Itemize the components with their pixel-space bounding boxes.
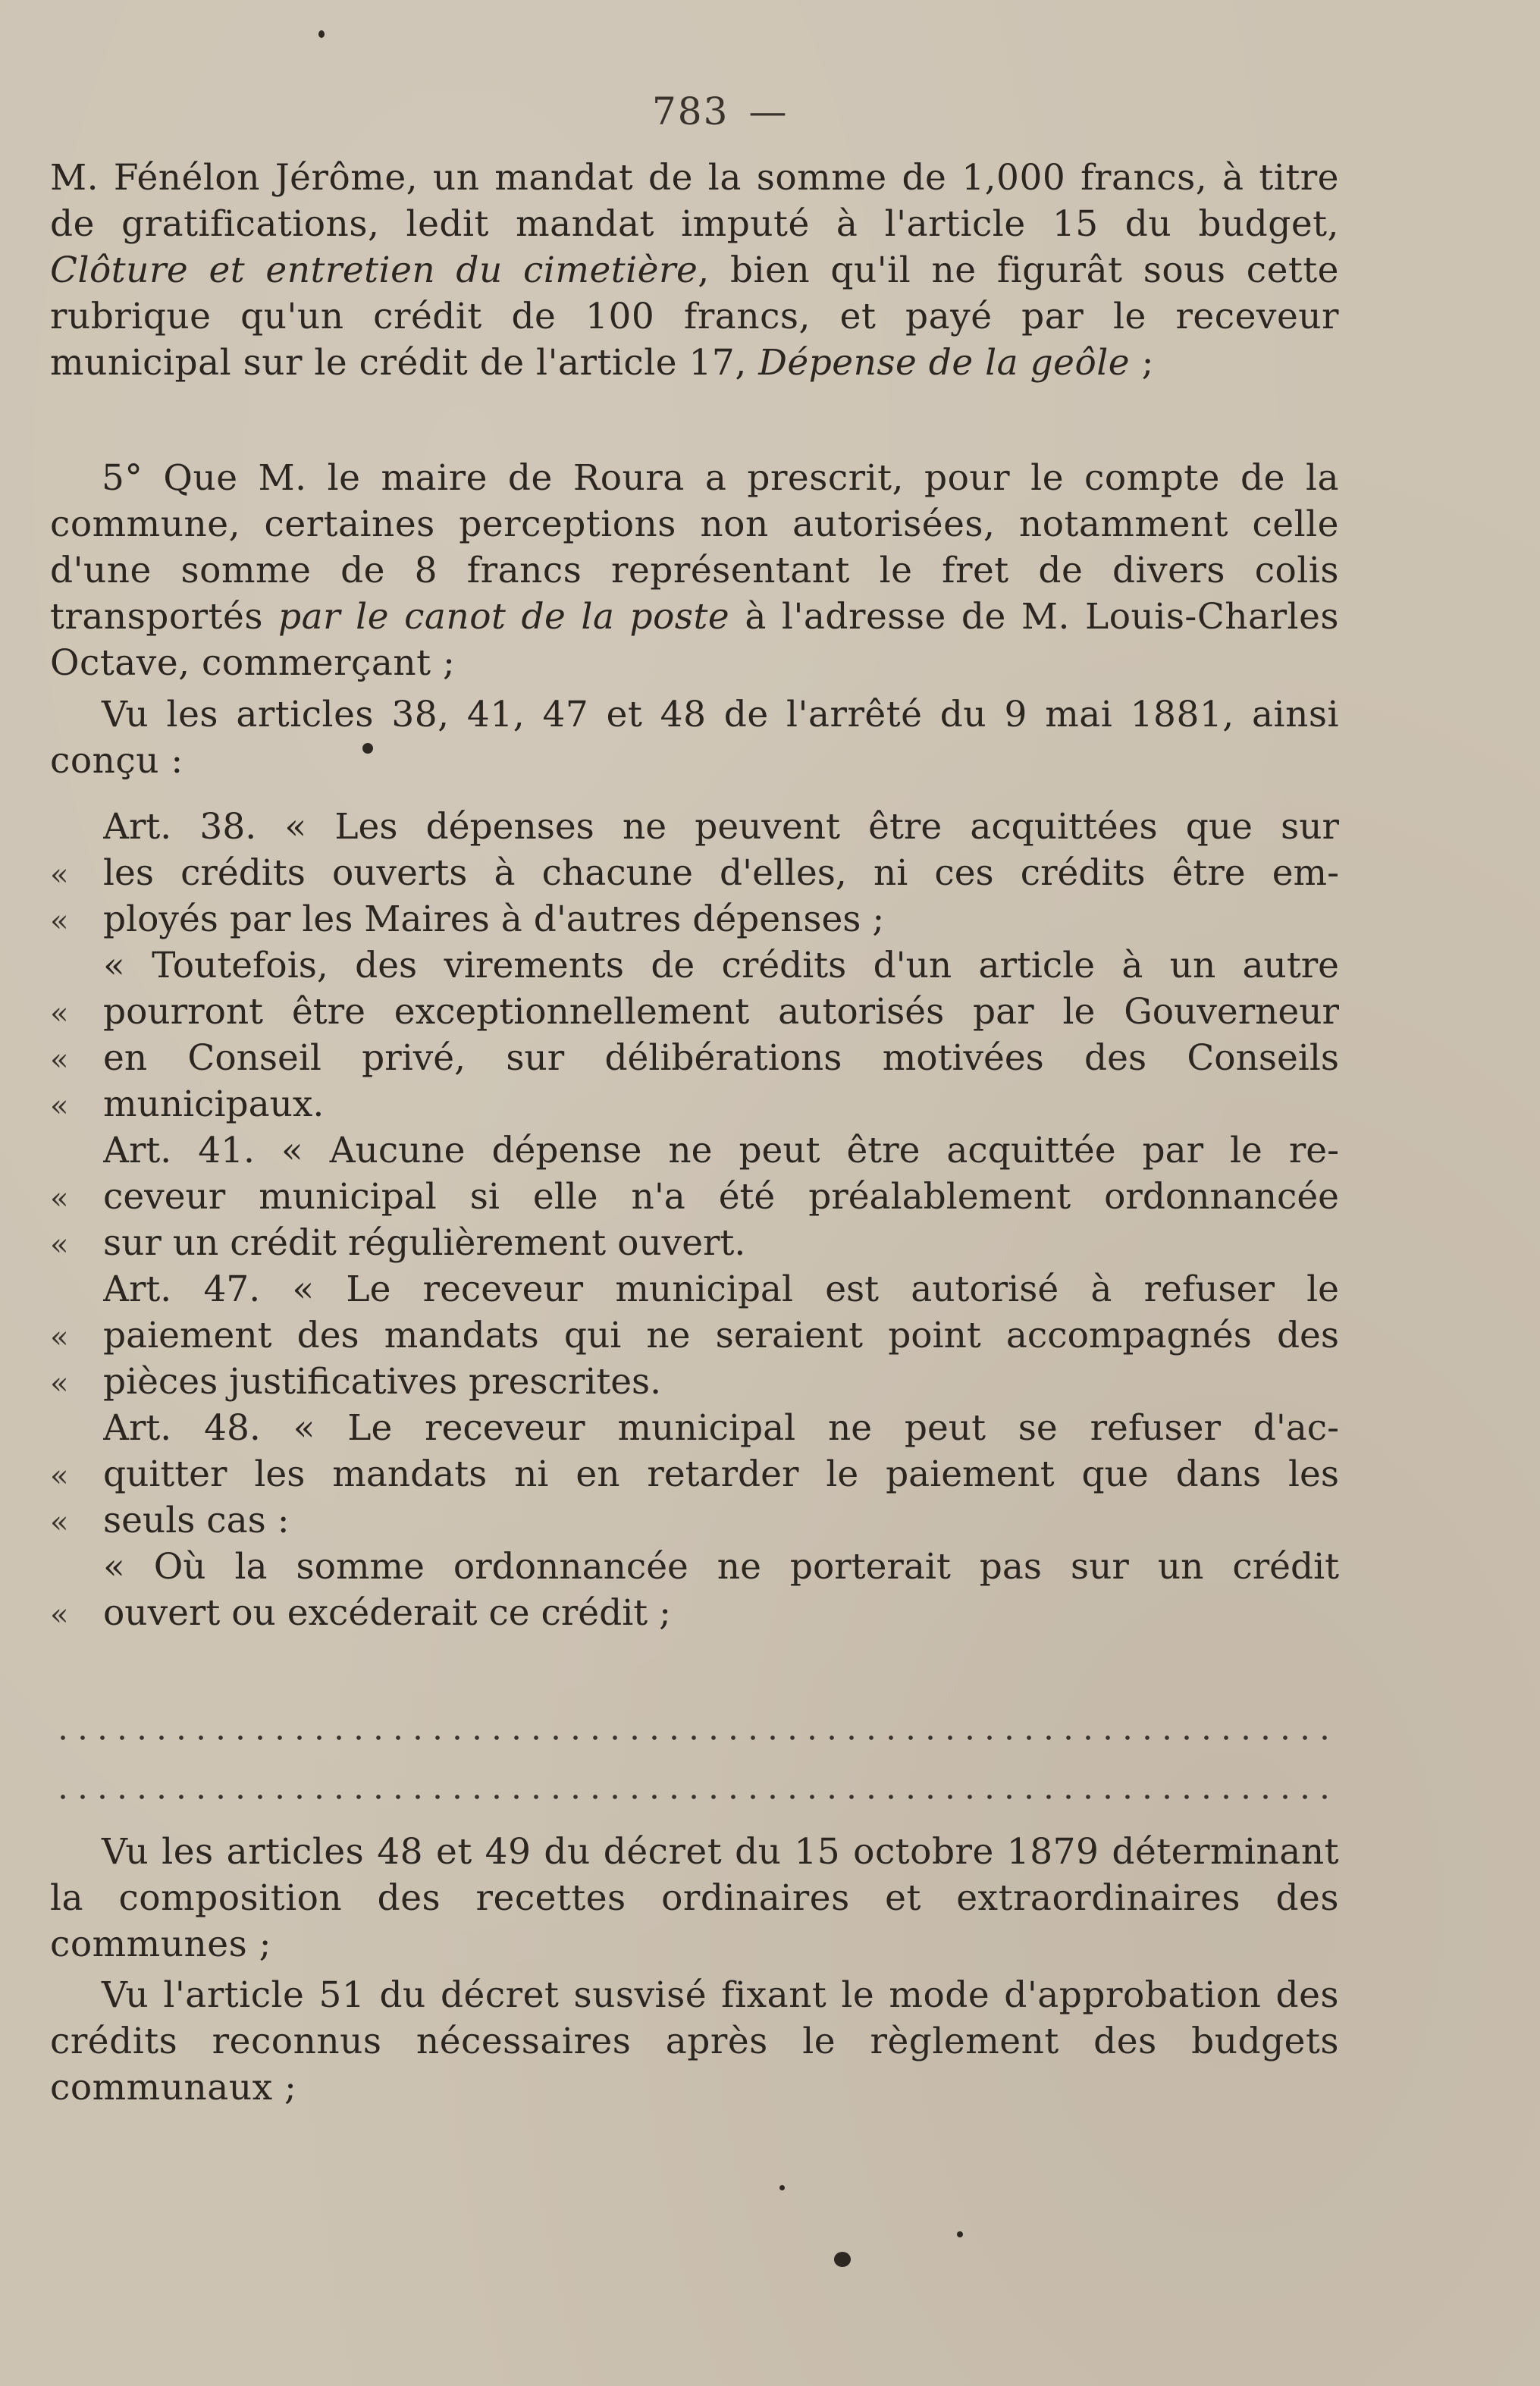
quote-line [50, 1266, 1339, 1312]
quote-line-text: Art. 47. « Le receveur municipal est autorisé à refuser le [103, 1268, 1339, 1310]
paragraph-approbation [50, 1972, 1339, 2111]
ink-speck [834, 2252, 851, 2267]
page-number-dash: — [748, 89, 789, 133]
ellipsis-dots-row-2 [53, 1795, 1335, 1799]
quote-line-text: pourront être exceptionnellement autorisés par le Gouverneur [103, 991, 1339, 1033]
para1-text-e: ; [1130, 342, 1154, 384]
quote-line-text: sur un crédit régulièrement ouvert. [103, 1222, 746, 1264]
quote-line-text: Art. 48. « Le receveur municipal ne peut se refuser d'ac- [103, 1407, 1339, 1449]
quote-mark: « [50, 904, 69, 939]
quote-line-text: seuls cas : [103, 1500, 290, 1541]
para2-text-c: à l'adresse de M. Louis-Charles Octave, commerçant ; [50, 596, 1340, 684]
ink-speck [957, 2231, 963, 2237]
quote-line-text: en Conseil privé, sur délibérations motivées des Conseils [103, 1037, 1339, 1079]
quote-line [50, 1312, 1339, 1359]
quote-line [50, 1497, 1339, 1544]
quote-line-text: « Où la somme ordonnancée ne porterait pas sur un crédit [103, 1546, 1339, 1588]
quote-line-text: ployés par les Maires à d'autres dépenses ; [103, 898, 885, 940]
quote-line [50, 1544, 1339, 1590]
paragraph-vu-articles [50, 691, 1339, 784]
quote-line-text: pièces justificatives prescrites. [103, 1361, 662, 1403]
quote-line [50, 1127, 1339, 1174]
quoted-articles [50, 804, 1339, 1636]
quote-line [50, 804, 1339, 850]
ellipsis-dots-row-1 [53, 1735, 1335, 1740]
paragraph-decret [50, 1829, 1339, 1967]
quote-mark: « [50, 1597, 69, 1632]
quote-line [50, 1359, 1339, 1405]
quote-line [50, 1220, 1339, 1266]
quote-line [50, 1174, 1339, 1220]
para1-italic-geole: Dépense de la geôle [758, 342, 1131, 384]
para2-text-a: 5° Que M. le maire de Roura a prescrit, pour le compte de la commune, certaines perceptions non autorisées, notamment celle d'une somme de 8 francs représentant le fret de divers colis transportés [50, 457, 1339, 638]
para4-text: Vu les articles 48 et 49 du décret du 15 octobre 1879 déterminant la composition des recettes ordinaires et extraordinaires des communes ; [50, 1831, 1339, 1965]
para3-text: Vu les articles 38, 41, 47 et 48 de l'arrêté du 9 mai 1881, ainsi conçu : [50, 694, 1339, 782]
quote-mark: « [50, 1320, 69, 1355]
para5-text: Vu l'article 51 du décret susvisé fixant le mode d'approbation des crédits reconnus nécessaires après le règlement des budgets communaux ; [50, 1974, 1339, 2109]
quote-line [50, 1451, 1339, 1497]
quote-line-text: paiement des mandats qui ne seraient point accompagnés des [103, 1315, 1339, 1356]
quote-line [50, 850, 1339, 896]
quote-mark: « [50, 1227, 69, 1262]
quote-line [50, 1035, 1339, 1081]
quote-line [50, 1590, 1339, 1636]
para1-text-a: M. Fénélon Jérôme, un mandat de la somme de 1,000 francs, à titre de gratifications, ledit mandat imputé à l'article 15 du budget, [50, 157, 1339, 245]
quote-line [50, 1081, 1339, 1127]
quote-line [50, 896, 1339, 942]
paragraph-mandat [50, 155, 1339, 386]
page-number [652, 89, 788, 133]
quote-mark: « [50, 1089, 69, 1124]
quote-mark: « [50, 996, 69, 1031]
quote-mark: « [50, 1043, 69, 1077]
quote-mark: « [50, 1366, 69, 1401]
quote-line [50, 1405, 1339, 1451]
quote-line [50, 942, 1339, 989]
quote-mark: « [50, 858, 69, 892]
quote-line-text: municipaux. [103, 1083, 325, 1125]
para1-italic-cloture: Clôture et entretien du cimetière [50, 249, 698, 291]
quote-line-text: les crédits ouverts à chacune d'elles, ni ces crédits être em- [103, 852, 1339, 894]
quote-mark: « [50, 1181, 69, 1216]
ink-speck [318, 30, 325, 38]
paragraph-roura [50, 455, 1339, 686]
quote-mark: « [50, 1505, 69, 1540]
quote-line-text: Art. 38. « Les dépenses ne peuvent être acquittées que sur [103, 806, 1339, 848]
quote-line-text: Art. 41. « Aucune dépense ne peut être acquittée par le re- [103, 1130, 1339, 1171]
quote-line [50, 989, 1339, 1035]
para1-text-c: , bien qu'il ne figurât sous cette rubrique qu'un crédit de 100 francs, et payé par le receveur municipal sur le crédit de l'article 17, [50, 249, 1339, 384]
quote-line-text: « Toutefois, des virements de crédits d'un article à un autre [103, 945, 1339, 986]
para2-italic-canot: par le canot de la poste [278, 596, 730, 638]
page-number-value: 783 [652, 89, 729, 133]
quote-line-text: ceveur municipal si elle n'a été préalablement ordonnancée [103, 1176, 1339, 1218]
quote-line-text: quitter les mandats ni en retarder le paiement que dans les [103, 1453, 1339, 1495]
quote-line-text: ouvert ou excéderait ce crédit ; [103, 1592, 671, 1634]
ink-speck [779, 2185, 785, 2190]
quote-mark: « [50, 1459, 69, 1494]
ink-speck [362, 743, 373, 754]
